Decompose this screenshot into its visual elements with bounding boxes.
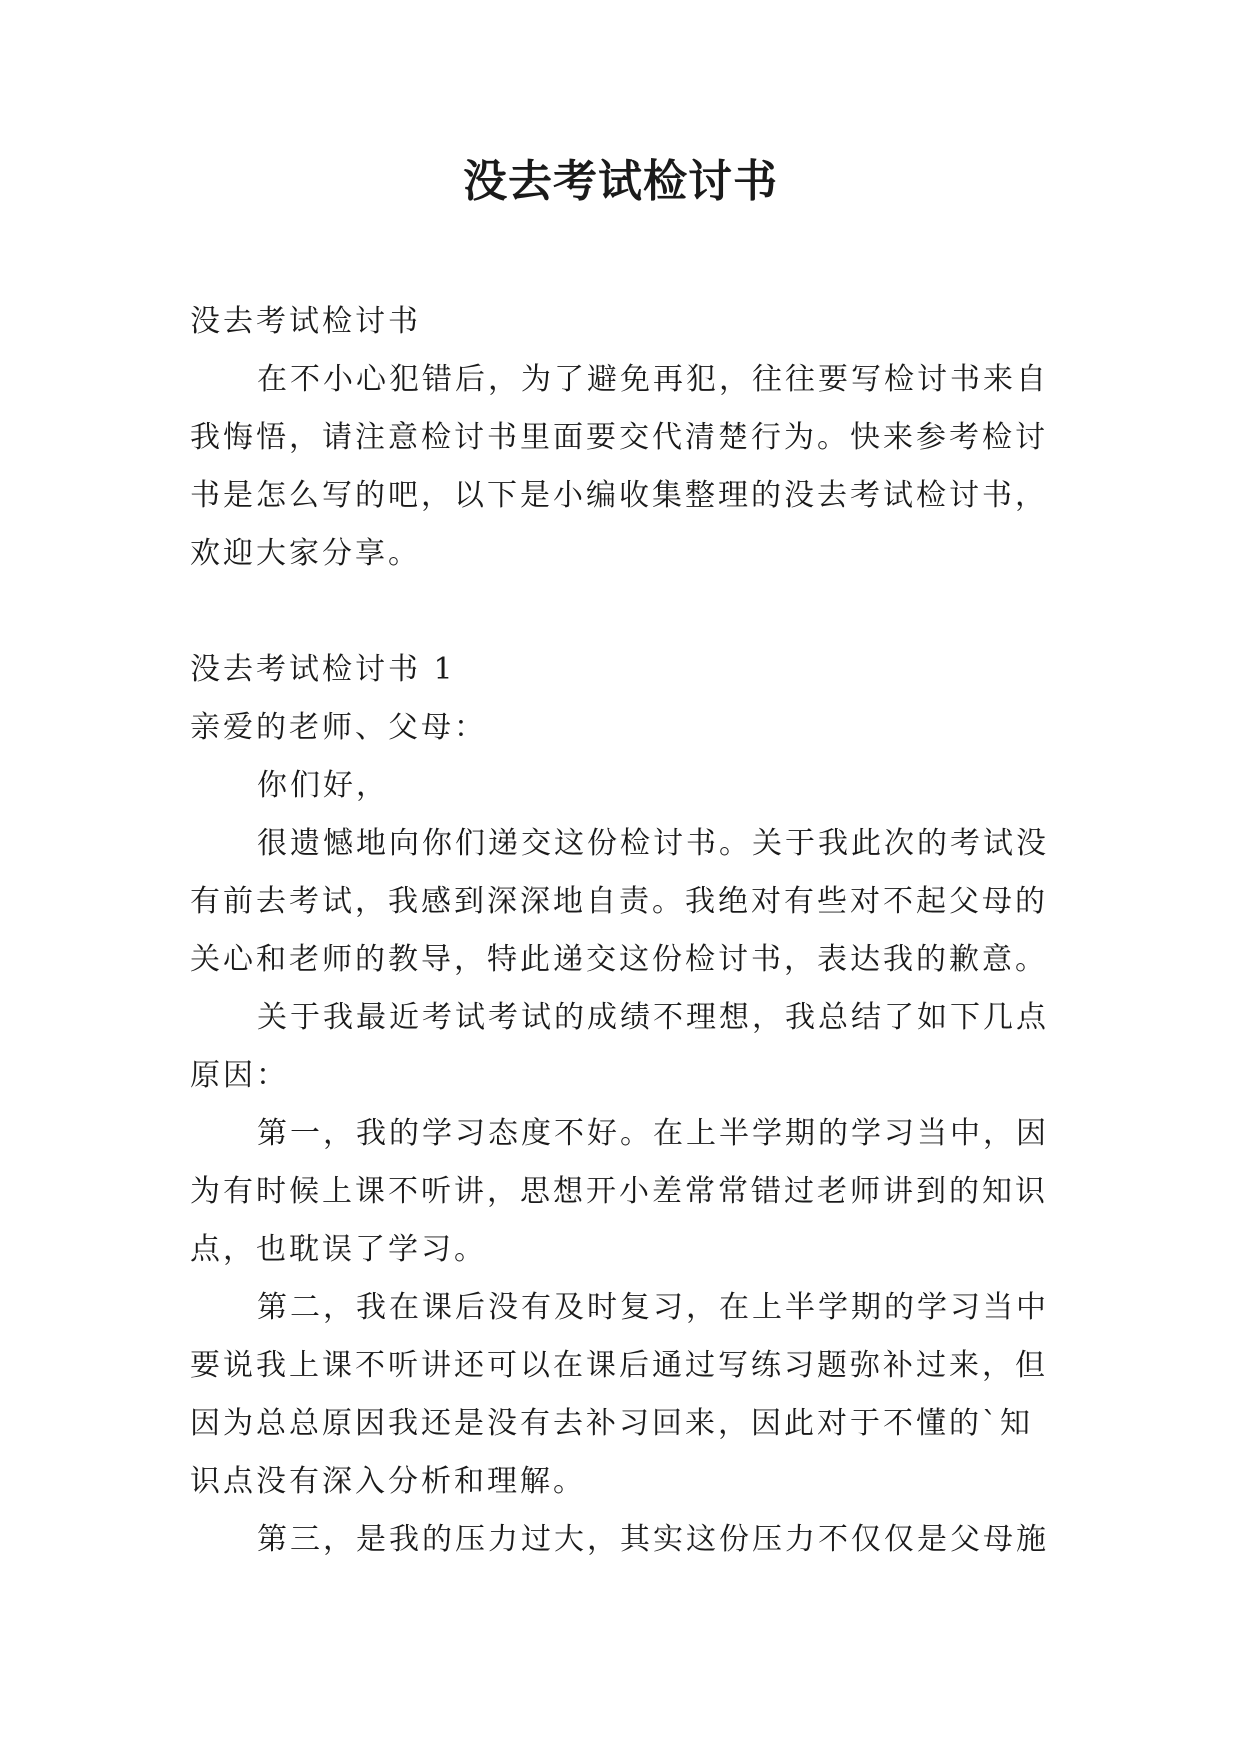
intro-line: 我悔悟，请注意检讨书里面要交代清楚行为。快来参考检讨 (190, 420, 1048, 455)
intro-line: 书是怎么写的吧，以下是小编收集整理的没去考试检讨书， (190, 478, 1048, 513)
subtitle: 没去考试检讨书 (190, 304, 421, 339)
paragraph-line: 关心和老师的教导，特此递交这份检讨书，表达我的歉意。 (190, 942, 1048, 977)
paragraph-line: 点，也耽误了学习。 (190, 1232, 487, 1267)
paragraph-line: 原因： (190, 1058, 289, 1093)
paragraph-5 (190, 1511, 1050, 1569)
paragraph-4 (190, 1279, 1050, 1511)
paragraph-line: 要说我上课不听讲还可以在课后通过写练习题弥补过来，但 (190, 1348, 1048, 1383)
paragraph-line: 第二，我在课后没有及时复习，在上半学期的学习当中 (257, 1290, 1049, 1325)
document-body (190, 293, 1050, 1569)
paragraph-line: 很遗憾地向你们递交这份检讨书。关于我此次的考试没 (257, 826, 1049, 861)
salutation: 亲爱的老师、父母： (190, 710, 487, 745)
paragraph-1 (190, 815, 1050, 989)
paragraph-line: 第一，我的学习态度不好。在上半学期的学习当中，因 (257, 1116, 1049, 1151)
document-title: 没去考试检讨书 (463, 156, 778, 207)
paragraph-line: 有前去考试，我感到深深地自责。我绝对有些对不起父母的 (190, 884, 1048, 919)
paragraph-2 (190, 989, 1050, 1105)
paragraph-line: 为有时候上课不听讲，思想开小差常常错过老师讲到的知识 (190, 1174, 1048, 1209)
paragraph-line: 因为总总原因我还是没有去补习回来，因此对于不懂的`知 (190, 1406, 1033, 1441)
intro-line: 在不小心犯错后，为了避免再犯，往往要写检讨书来自 (257, 362, 1049, 397)
intro-line: 欢迎大家分享。 (190, 536, 421, 571)
paragraph-line: 识点没有深入分析和理解。 (190, 1464, 586, 1499)
section-title: 没去考试检讨书 1 (190, 652, 456, 687)
greeting: 你们好， (257, 768, 389, 803)
intro-paragraph (190, 351, 1050, 583)
spacer (190, 583, 1050, 641)
paragraph-line: 关于我最近考试考试的成绩不理想，我总结了如下几点 (257, 1000, 1049, 1035)
paragraph-3 (190, 1105, 1050, 1279)
paragraph-line: 第三，是我的压力过大，其实这份压力不仅仅是父母施 (257, 1522, 1049, 1557)
